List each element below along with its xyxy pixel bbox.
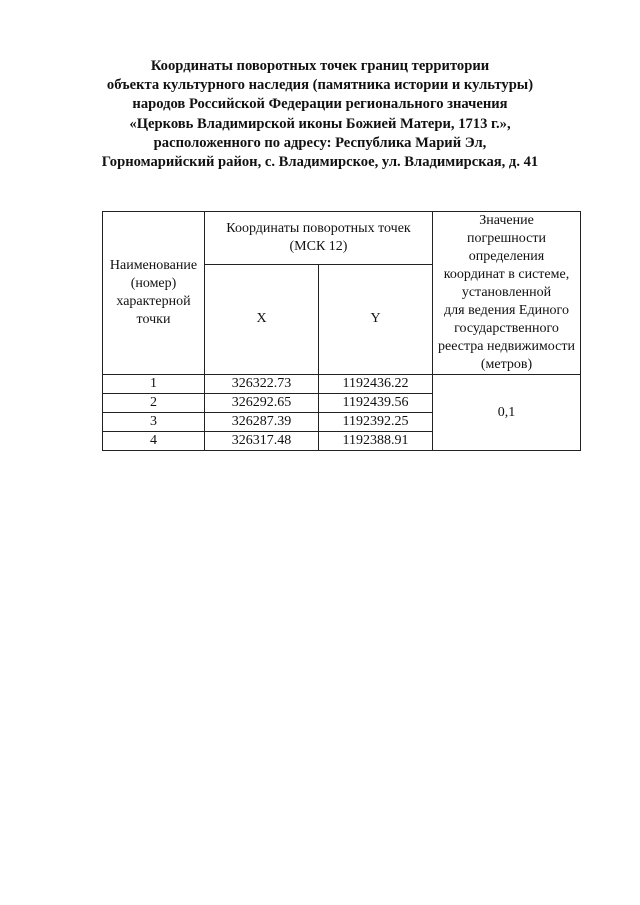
cell-point-name: 1 — [103, 375, 205, 394]
header-y: Y — [319, 264, 433, 374]
cell-x: 326287.39 — [205, 413, 319, 432]
header-coordinates-line: (МСК 12) — [289, 238, 348, 254]
header-point-name-line: Наименование — [109, 258, 198, 273]
header-error-line: установленной — [461, 285, 552, 300]
title-line: объекта культурного наследия (памятника истории и культуры) — [106, 77, 534, 94]
header-x: X — [205, 264, 319, 374]
header-error-line: погрешности — [467, 231, 546, 246]
header-error-line: Значение — [479, 213, 534, 228]
cell-point-name: 4 — [103, 432, 205, 451]
header-error-line: государственного — [454, 321, 559, 336]
header-error-value — [433, 212, 581, 375]
cell-y: 1192388.91 — [319, 432, 433, 451]
coordinates-table — [102, 211, 581, 451]
cell-y: 1192439.56 — [319, 394, 433, 413]
header-coordinates — [205, 212, 433, 265]
cell-point-name: 2 — [103, 394, 205, 413]
title-line: расположенного по адресу: Республика Марий Эл, — [153, 134, 487, 151]
header-error-line: реестра недвижимости — [438, 339, 575, 354]
document-title — [40, 57, 600, 172]
table-header-row — [103, 212, 581, 265]
header-error-line: определения — [468, 249, 545, 264]
header-point-name — [103, 212, 205, 375]
title-line: «Церковь Владимирской иконы Божией Матери, 1713 г.», — [129, 115, 511, 132]
cell-error-value: 0,1 — [433, 375, 581, 451]
title-line: народов Российской Федерации регионального значения — [132, 96, 508, 113]
header-coordinates-line: Координаты поворотных точек — [226, 220, 411, 236]
table-row — [103, 375, 581, 394]
header-error-line: координат в системе, — [443, 267, 570, 282]
header-error-line: (метров) — [480, 357, 533, 372]
title-line: Горномарийский район, с. Владимирское, ул. Владимирская, д. 41 — [101, 154, 539, 171]
header-point-name-line: характерной — [116, 294, 191, 309]
cell-x: 326317.48 — [205, 432, 319, 451]
header-point-name-line: (номер) — [130, 276, 177, 291]
cell-y: 1192392.25 — [319, 413, 433, 432]
cell-x: 326292.65 — [205, 394, 319, 413]
cell-y: 1192436.22 — [319, 375, 433, 394]
header-error-line: для ведения Единого — [444, 303, 569, 318]
cell-x: 326322.73 — [205, 375, 319, 394]
title-line: Координаты поворотных точек границ территории — [150, 58, 490, 74]
cell-point-name: 3 — [103, 413, 205, 432]
header-point-name-line: точки — [136, 312, 171, 327]
